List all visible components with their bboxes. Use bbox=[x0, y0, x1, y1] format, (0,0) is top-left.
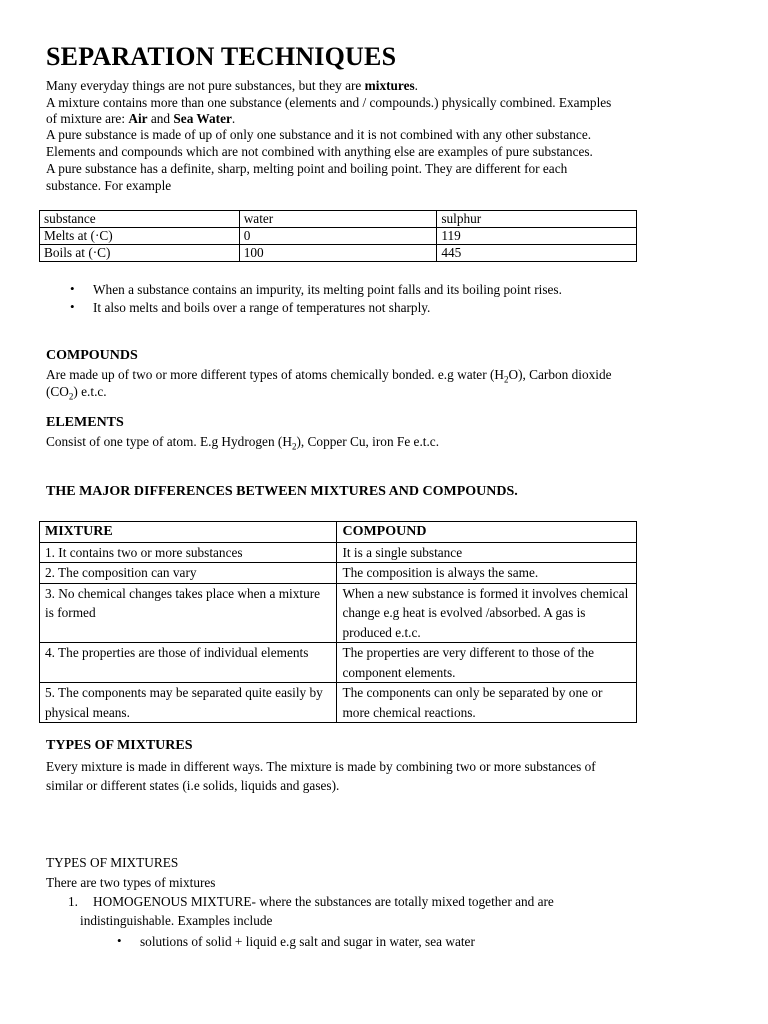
intro-text: . bbox=[231, 111, 236, 126]
types-heading: TYPES OF MIXTURES bbox=[46, 738, 193, 753]
elements-line bbox=[46, 433, 439, 456]
table-row bbox=[40, 683, 637, 723]
table-cell: 0 bbox=[239, 228, 437, 245]
table-cell: 2. The composition can vary bbox=[40, 563, 337, 584]
intro-text: . bbox=[414, 78, 418, 93]
homogenous-line-2: indistinguishable. Examples include bbox=[80, 913, 273, 928]
bullet-item: It also melts and boils over a range of temperatures not sharply. bbox=[93, 300, 431, 315]
elements-heading: ELEMENTS bbox=[46, 415, 124, 430]
page-title: SEPARATION TECHNIQUES bbox=[46, 42, 397, 71]
table-cell: It is a single substance bbox=[337, 542, 637, 563]
table-cell: 119 bbox=[437, 228, 637, 245]
intro-bold-air: Air bbox=[128, 111, 148, 126]
sub-bullet-item: solutions of solid + liquid e.g salt and sugar in water, sea water bbox=[140, 934, 475, 949]
bullet-icon: • bbox=[117, 933, 122, 948]
table-cell: When a new substance is formed it involves chemical change e.g heat is evolved /absorbed. A gas is produced e.t.c. bbox=[337, 583, 637, 643]
list-number: 1. bbox=[68, 894, 78, 909]
compounds-text: O), Carbon dioxide bbox=[508, 367, 612, 382]
table-cell: 3. No chemical changes takes place when a mixture is formed bbox=[40, 583, 337, 643]
intro-line-2: A mixture contains more than one substance (elements and / compounds.) physically combined. Examples bbox=[46, 95, 612, 110]
compounds-text: ) e.t.c. bbox=[73, 384, 107, 399]
types-line-1: Every mixture is made in different ways. The mixture is made by combining two or more substances of bbox=[46, 759, 596, 774]
subscript: 2 bbox=[68, 391, 74, 402]
types-line-3: There are two types of mixtures bbox=[46, 875, 216, 890]
subscript: 2 bbox=[291, 441, 297, 452]
mixture-compound-table bbox=[39, 521, 637, 723]
table-cell: 1. It contains two or more substances bbox=[40, 542, 337, 563]
types-heading-2: TYPES OF MIXTURES bbox=[46, 855, 179, 870]
intro-line-6: A pure substance has a definite, sharp, melting point and boiling point. They are different for each bbox=[46, 161, 568, 176]
table-cell: substance bbox=[40, 211, 240, 228]
table-row bbox=[40, 563, 637, 584]
compounds-line-2 bbox=[46, 383, 107, 406]
intro-line-5: Elements and compounds which are not combined with anything else are examples of pure substances. bbox=[46, 144, 593, 159]
table-cell: The components can only be separated by one or more chemical reactions. bbox=[337, 683, 637, 723]
table-cell: 5. The components may be separated quite easily by physical means. bbox=[40, 683, 337, 723]
intro-line-7: substance. For example bbox=[46, 178, 172, 193]
intro-line-4: A pure substance is made of up of only one substance and it is not combined with any other substance. bbox=[46, 127, 592, 142]
table-cell: 445 bbox=[437, 245, 637, 262]
bullet-icon: • bbox=[70, 281, 75, 296]
table-row bbox=[40, 228, 637, 245]
table-cell: The composition is always the same. bbox=[337, 563, 637, 584]
table-header-row bbox=[40, 522, 637, 543]
table-cell: 100 bbox=[239, 245, 437, 262]
column-header: COMPOUND bbox=[337, 522, 637, 543]
table-cell: Melts at (·C) bbox=[40, 228, 240, 245]
intro-line-1 bbox=[46, 77, 418, 94]
column-header: MIXTURE bbox=[40, 522, 337, 543]
compounds-heading: COMPOUNDS bbox=[46, 348, 138, 363]
table-row bbox=[40, 245, 637, 262]
table-cell: 4. The properties are those of individual elements bbox=[40, 643, 337, 683]
melting-boiling-table bbox=[39, 210, 637, 262]
homogenous-line-1: HOMOGENOUS MIXTURE- where the substances are totally mixed together and are bbox=[93, 894, 554, 909]
intro-line-3 bbox=[46, 110, 235, 127]
bullet-icon: • bbox=[70, 299, 75, 314]
table-cell: sulphur bbox=[437, 211, 637, 228]
subscript: 2 bbox=[503, 374, 509, 385]
table-row bbox=[40, 643, 637, 683]
types-line-2: similar or different states (i.e solids, liquids and gases). bbox=[46, 778, 340, 793]
intro-text: of mixture are: bbox=[46, 111, 129, 126]
elements-text: Consist of one type of atom. E.g Hydrogen (H bbox=[46, 434, 292, 449]
table-cell: The properties are very different to those of the component elements. bbox=[337, 643, 637, 683]
compounds-text: (CO bbox=[46, 384, 69, 399]
intro-bold-sea-water: Sea Water bbox=[173, 111, 232, 126]
bullet-item: When a substance contains an impurity, its melting point falls and its boiling point rises. bbox=[93, 282, 562, 297]
elements-text: ), Copper Cu, iron Fe e.t.c. bbox=[296, 434, 440, 449]
table-row bbox=[40, 583, 637, 643]
table-cell: water bbox=[239, 211, 437, 228]
intro-bold-mixtures: mixtures bbox=[364, 78, 415, 93]
table-row bbox=[40, 542, 637, 563]
table-row bbox=[40, 211, 637, 228]
intro-text: Many everyday things are not pure substances, but they are bbox=[46, 78, 365, 93]
compounds-line-1 bbox=[46, 366, 612, 389]
differences-heading: THE MAJOR DIFFERENCES BETWEEN MIXTURES AND COMPOUNDS. bbox=[46, 484, 518, 499]
intro-text: and bbox=[147, 111, 174, 126]
compounds-text: Are made up of two or more different types of atoms chemically bonded. e.g water (H bbox=[46, 367, 504, 382]
table-cell: Boils at (·C) bbox=[40, 245, 240, 262]
